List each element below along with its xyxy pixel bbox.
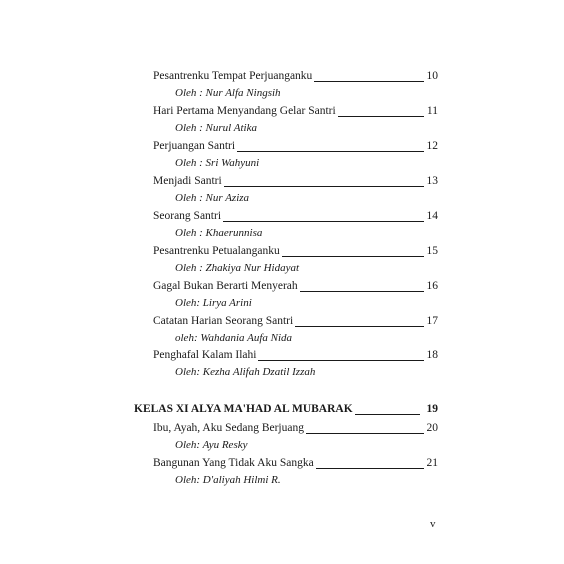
entry-page-number: 18 [426, 349, 438, 361]
entry-page-number: 16 [426, 280, 438, 292]
entry-page-number: 13 [426, 175, 438, 187]
toc-entry [153, 277, 438, 295]
entry-author: Oleh : Sri Wahyuni [175, 157, 260, 169]
entry-author: Oleh : Nur Alfa Ningsih [175, 87, 281, 99]
entry-author: Oleh: Ayu Resky [175, 439, 248, 451]
entry-author: Oleh : Zhakiya Nur Hidayat [175, 262, 300, 274]
entry-title: Penghafal Kalam Ilahi [153, 349, 257, 361]
entry-author: oleh: Wahdania Aufa Nida [175, 332, 293, 344]
entry-page-number: 15 [426, 245, 438, 257]
entry-page-number: 10 [426, 70, 438, 82]
entry-page-number: 17 [426, 315, 438, 327]
section-title: KELAS XI ALYA MA'HAD AL MUBARAK [134, 403, 353, 415]
entry-title: Ibu, Ayah, Aku Sedang Berjuang [153, 422, 304, 434]
entry-page-number: 21 [426, 457, 438, 469]
section-page-number: 19 [426, 403, 438, 415]
entry-title: Pesantrenku Tempat Perjuanganku [153, 70, 313, 82]
entry-page-number: 14 [426, 210, 438, 222]
toc-entry [153, 67, 438, 85]
toc-entry [153, 172, 438, 190]
entry-page-number: 12 [426, 140, 438, 152]
entry-title: Gagal Bukan Berarti Menyerah [153, 280, 298, 292]
entry-title: Catatan Harian Seorang Santri [153, 315, 294, 327]
entry-title: Seorang Santri [153, 210, 222, 222]
toc-entry [153, 454, 438, 472]
entry-author: Oleh : Nurul Atika [175, 122, 257, 134]
entry-title: Bangunan Yang Tidak Aku Sangka [153, 457, 314, 469]
entry-author: Oleh : Khaerunnisa [175, 227, 263, 239]
entry-title: Perjuangan Santri [153, 140, 236, 152]
toc-entry [153, 207, 438, 225]
toc-entry [153, 312, 438, 330]
toc-entry [153, 102, 438, 120]
entry-page-number: 11 [426, 105, 438, 117]
entry-author: Oleh: D'aliyah Hilmi R. [175, 474, 281, 486]
toc-entry [153, 346, 438, 364]
toc-entry [153, 137, 438, 155]
page-folio: v [430, 518, 436, 530]
toc-entry [153, 419, 438, 437]
entry-author: Oleh: Kezha Alifah Dzatil Izzah [175, 366, 316, 378]
entry-title: Hari Pertama Menyandang Gelar Santri [153, 105, 336, 117]
entry-author: Oleh : Nur Aziza [175, 192, 250, 204]
entry-title: Menjadi Santri [153, 175, 222, 187]
entry-title: Pesantrenku Petualanganku [153, 245, 280, 257]
entry-page-number: 20 [426, 422, 438, 434]
section-heading [134, 400, 438, 418]
entry-author: Oleh: Lirya Arini [175, 297, 252, 309]
toc-entry [153, 242, 438, 260]
